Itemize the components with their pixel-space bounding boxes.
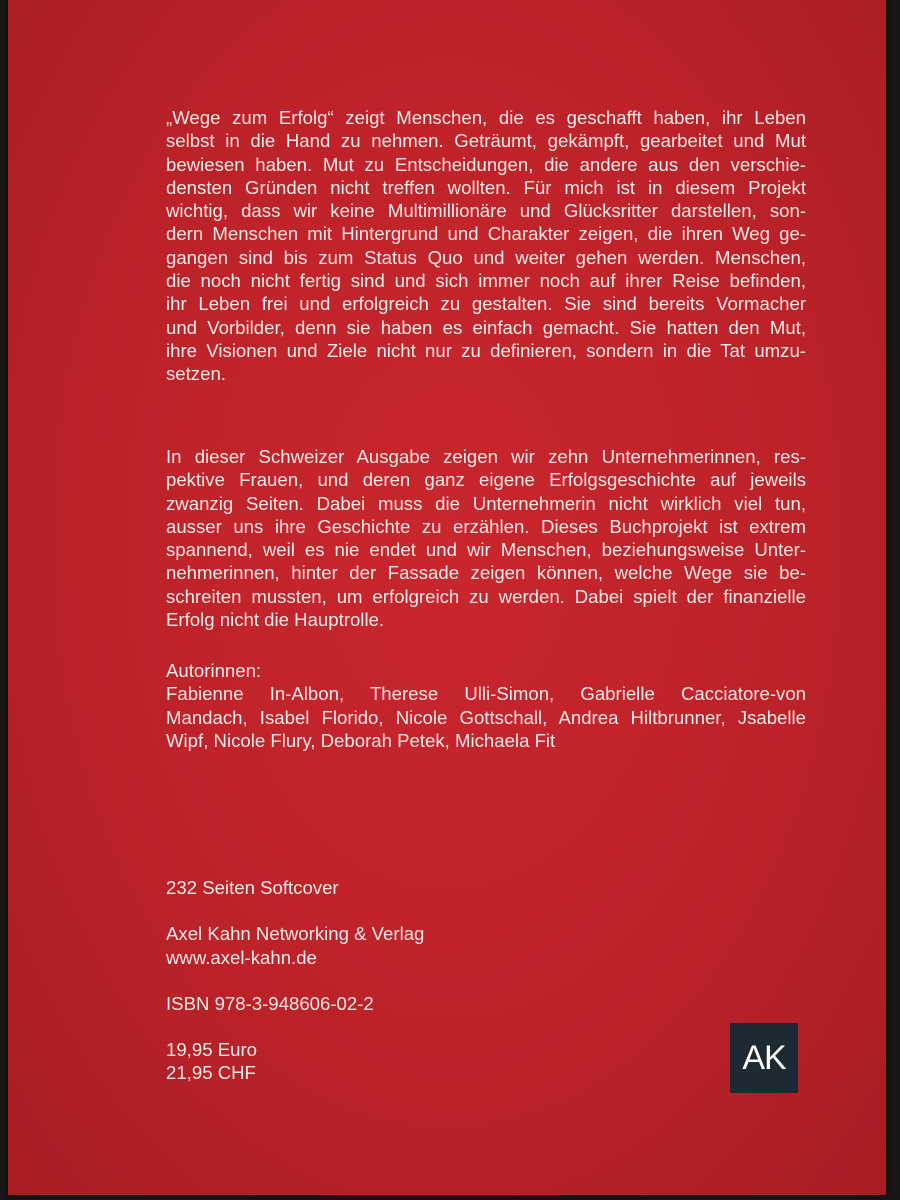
blurb-line: setzen. [166,363,226,385]
blurb-line: Erfolg nicht die Hauptrolle. [166,609,385,631]
blurb-line: pektive Frauen, und deren ganz eigene Erfolgsgeschichte auf jeweils [166,469,806,491]
publisher-website: www.axel-kahn.de [166,946,317,968]
blurb-line: zwanzig Seiten. Dabei muss die Unternehmerin nicht wirklich viel tun, [166,492,806,514]
blurb-paragraph-2 [166,445,806,631]
authors-heading: Autorinnen: [166,660,262,681]
authors-line: Fabienne In-Albon, Therese Ulli-Simon, Gabrielle Cacciatore-von [166,683,806,705]
blurb-line: schreiten mussten, um erfolgreich zu werden. Dabei spielt der finanzielle [166,585,806,607]
blurb-line: ihr Leben frei und erfolgreich zu gestalten. Sie sind bereits Vormacher [166,293,806,315]
blurb-line: bewiesen haben. Mut zu Entscheidungen, die andere aus den verschie- [166,153,806,175]
blurb-line: ihre Visionen und Ziele nicht nur zu definieren, sondern in die Tat umzu- [166,339,806,361]
blurb-line: gangen sind bis zum Status Quo und weiter gehen werden. Menschen, [166,246,806,268]
page-count: 232 Seiten Softcover [166,877,339,898]
publisher-name: Axel Kahn Networking & Verlag [166,923,425,945]
blurb-line: wichtig, dass wir keine Multimillionäre und Glücksritter darstellen, son- [166,200,806,222]
blurb-line: die noch nicht fertig sind und sich immer noch auf ihrer Reise befinden, [166,270,806,292]
book-back-cover [8,0,886,1195]
blurb-line: dern Menschen mit Hintergrund und Charakter zeigen, die ihren Weg ge- [166,223,806,245]
isbn: ISBN 978-3-948606-02-2 [166,992,374,1014]
blurb-line: ausser uns ihre Geschichte zu erzählen. Dieses Buchprojekt ist extrem [166,515,806,537]
blurb-line: nehmerinnen, hinter der Fassade zeigen können, welche Wege sie be- [166,562,806,584]
blurb-line: und Vorbilder, denn sie haben es einfach gemacht. Sie hatten den Mut, [166,316,806,338]
publisher-logo: AK [730,1023,798,1093]
book-details [166,876,806,1085]
authors-line: Wipf, Nicole Flury, Deborah Petek, Michaela Fit [166,729,556,751]
blurb-line: densten Gründen nicht treffen wollten. Für mich ist in diesem Projekt [166,176,806,198]
authors-section [166,659,806,752]
blurb-paragraph-1 [166,106,806,386]
blurb-line: „Wege zum Erfolg“ zeigt Menschen, die es geschafft haben, ihr Leben [166,107,806,128]
price-euro: 19,95 Euro [166,1039,257,1061]
blurb-line: spannend, weil es nie endet und wir Menschen, beziehungsweise Unter- [166,539,806,561]
blurb-line: selbst in die Hand zu nehmen. Geträumt, gekämpft, gearbeitet und Mut [166,130,806,152]
price-chf: 21,95 CHF [166,1062,256,1084]
blurb-line: In dieser Schweizer Ausgabe zeigen wir zehn Unternehmerinnen, res- [166,446,806,467]
authors-line: Mandach, Isabel Florido, Nicole Gottschall, Andrea Hiltbrunner, Jsabelle [166,706,806,728]
